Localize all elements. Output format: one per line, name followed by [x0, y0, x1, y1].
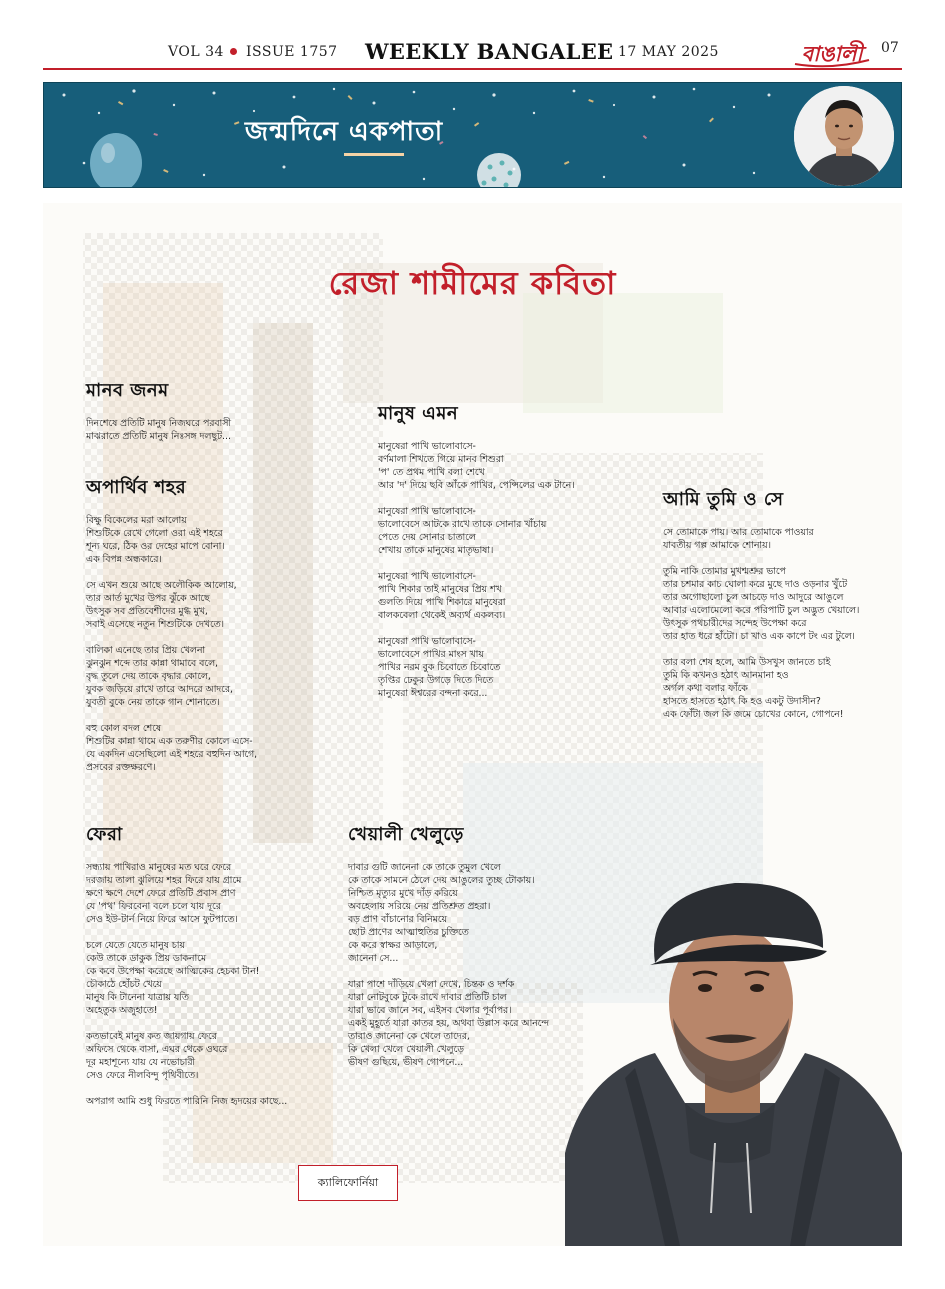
poem-title: অপার্থিব শহর	[86, 477, 187, 498]
banner-underline	[344, 153, 404, 156]
issue-label: ISSUE 1757	[246, 44, 338, 60]
poem-stanza: দিনশেষে প্রতিটি মানুষ নিজঘরে পরবাসী মাঝরাতে প্রতিটি মানুষ নিঃসঙ্গ দলছুট...	[86, 418, 232, 442]
poem-stanza: সে এখন শুয়ে আছে অলৌকিক আলোয়, তার আর্ত মুখের উপর ঝুঁকে আছে উৎসুক সব প্রতিবেশীদের মুগ্ধ মুখ, সবাই এসেছে নতুন শিশুটিকে দেখতে।	[86, 580, 237, 630]
poem-stanza: চলে যেতে যেতে মানুষ চায় কেউ তাকে ডাকুক প্রিয় ডাকনামে কে কবে উপেক্ষা করেছে আত্মিকের হেচকা টান! চৌকাঠে হোঁচট খেয়ে মানুষ কি টানেনা যাত্রায় যতি অহেতুক অজুহাতে!	[86, 940, 260, 1016]
author-portrait-small	[794, 86, 894, 186]
issue-date: 17 MAY 2025	[618, 44, 719, 60]
banner-title: জন্মদিনে একপাতা	[244, 117, 444, 147]
section-banner	[43, 82, 902, 188]
poem-stanza: যারা পাশে দাঁড়িয়ে খেলা দেখে, চিন্তক ও দর্শক যারা নোটবুকে টুকে রাখে দাবার প্রতিটি চাল যারা ভাবে জানে সব, এইসব খেলার পূর্বাপর। একই মুহূর্তে যারা কাতর হয়, অথবা উল্লাস করে আনন্দে তারাও জানেনা কে খেলে তাদের, কি খেলা খেলে খেয়ালী খেলুড়ে ভীষণ গুছিয়ে, ভীষণ গোপনে...	[348, 979, 549, 1068]
poem-stanza: তুমি নাকি তোমার মুখশ্মশ্রুর ভাপে তার চশমার কাচ ঘোলা করে মুছে দাও ওড়নার খুঁটে তার অগোছালো চুল আচড়ে দাও আদুরে আঙুলে আবার এলোমেলো করে পরিপাটি চুল অদ্ভুত খেয়ালে। উৎসুক পথচারীদের সন্দেহ উপেক্ষা করে তার হাত ধরে হাঁটো। চা খাও এক কাপে টং এর টুলে।	[663, 566, 860, 642]
location-label: ক্যালিফোর্নিয়া	[298, 1165, 398, 1201]
poem-manob-jonom	[86, 376, 346, 456]
poem-stanza: অপরাগ আমি শুধু ফিরতে পারিনি নিজ হৃদয়ের কাছে...	[86, 1096, 288, 1107]
poem-stanza: বিক্ষু বিকেলের মরা আলোয় শিশুটিকে রেখে গেলো ওরা এই শহরে শূন্য ঘরে, ঠিক ওর দেহের মাপে বোনা। এক বিপন্ন অন্ধকারে।	[86, 515, 225, 565]
publication-logo	[791, 36, 873, 68]
poem-title: আমি তুমি ও সে	[663, 489, 784, 510]
poem-stanza: বহু কোল বদল শেষে শিশুটির কান্না থামে এক তরুণীর কোলে এসে- যে একদিন এসেছিলো এই শহরে বহুদিন আগে, প্রসবের রক্তক্ষরণে।	[86, 723, 258, 773]
poem-stanza: মানুষেরা পাখি ভালোবাসে- ভালোবেসে পাখির মাংস খায় পাখির নরম বুক চিবোতে চিবোতে তৃপ্তির ঢেকুর উগড়ে দিতে দিতে মানুষেরা ঈশ্বরের বন্দনা করে...	[378, 636, 501, 699]
dotted-balloon-icon	[477, 153, 521, 188]
poem-aparthib-shohor	[86, 473, 346, 787]
poem-kheyali-kheluré	[348, 820, 588, 1082]
poem-stanza: বালিকা এনেছে তার প্রিয় খেলনা ঝুনঝুন শব্দে তার কান্না থামাবে বলে, বৃদ্ধ তুলে দেয় তাকে বৃদ্ধার কোলে, যুবক জড়িয়ে রাখে তারে আদরে আদরে, যুবতী বুকে নেয় তাকে গান শোনাতে।	[86, 645, 233, 708]
masthead	[43, 0, 902, 72]
poetry-page	[43, 203, 902, 1246]
poem-manush-emon	[378, 399, 658, 713]
poem-title: খেয়ালী খেলুড়ে	[348, 824, 464, 845]
poem-ami-tumi-o-she	[663, 485, 899, 734]
poem-stanza: সন্ধ্যায় পাখিরাও মানুষের মত ঘরে ফেরে দরজায় তালা ঝুলিয়ে শহর ফিরে যায় গ্রামে ক্ষণে ক্ষণে দেশে ফেরে প্রতিটি প্রবাস প্রাণ যে 'পথ' ফিরবেনা বলে চলে যায় দূরে সেও ইউ-টার্ন নিয়ে ফিরে আসে ফুটপাতে।	[86, 862, 242, 925]
poem-stanza: তার বলা শেষ হলে, আমি উসখুস জানতে চাই তুমি কি কখনও হঠাৎ আনমানা হও অর্গল কথা বলার ফাঁকে হাসতে হাসতে হঠাৎ কি হও একটু উদাসীন? এক ফোঁটা জল কি জমে চোখের কোনে, গোপনে!	[663, 657, 844, 720]
poem-title: ফেরা	[86, 824, 123, 845]
poem-fera	[86, 820, 346, 1121]
poem-stanza: সে তোমাকে পায়। আর তোমাকে পাওয়ার যাবতীয় গল্প আমাকে শোনায়।	[663, 527, 814, 551]
poem-stanza: কতভাবেই মানুষ কত জায়গায় ফেরে অফিসে থেকে বাসা, এঘর থেকে ওঘরে দূর মহাশূন্যে যায় যে নভোচারী সেও ফেরে নীলবিন্দু পৃথিবীতে।	[86, 1031, 228, 1081]
poem-stanza: মানুষেরা পাখি ভালোবাসে- বর্ণমালা শিখতে গিয়ে মানব শিশুরা 'প' তে প্রথম পাখি বলা শেখে আর 'দ' দিয়ে ছবি আঁকে পাখির, পেন্সিলের এক টানে।	[378, 441, 575, 491]
poem-title: মানুষ এমন	[378, 403, 459, 424]
publication-title: WEEKLY BANGALEE	[365, 39, 614, 64]
main-title: রেজা শামীমের কবিতা	[328, 264, 617, 302]
poem-stanza: মানুষেরা পাখি ভালোবাসে- পাখি শিকার তাই মানুষের প্রিয় শখ গুলতি দিয়ে পাখি শিকারে মানুষেরা বালকবেলা থেকেই অব্যর্থ একলব্য।	[378, 571, 506, 621]
logo-text: বাঙালী	[801, 42, 863, 66]
masthead-divider	[43, 68, 902, 70]
author-portrait-large	[565, 853, 902, 1246]
separator-dot-icon	[230, 48, 237, 55]
poem-stanza: দাবার গুটি জানেনা কে তাকে তুমুল খেলে কে তাকে সামনে ঠেলে দেয় আঙুলের তুচ্ছ টোকায়। নিশ্চিত মৃত্যুর মুখে দাঁড় করিয়ে অবহেলায় সরিয়ে নেয় প্রতিশ্রুত প্রহরা। বড় প্রাণ বাঁচানোর বিনিময়ে ছোট প্রাণের আত্মাহুতির চুক্তিতে কে করে স্বাক্ষর আড়ালে, জানেনা সে...	[348, 862, 535, 964]
volume-label: VOL 34	[168, 44, 224, 60]
page-number: 07	[881, 40, 899, 56]
poem-title: মানব জনম	[86, 380, 169, 401]
poem-stanza: মানুষেরা পাখি ভালোবাসে- ভালোবেসে আটকে রাখে তাকে সোনার খাঁচায় পেতে দেয় সোনার চাতালে শেখায় তাকে মানুষের মাতৃভাষা।	[378, 506, 547, 556]
